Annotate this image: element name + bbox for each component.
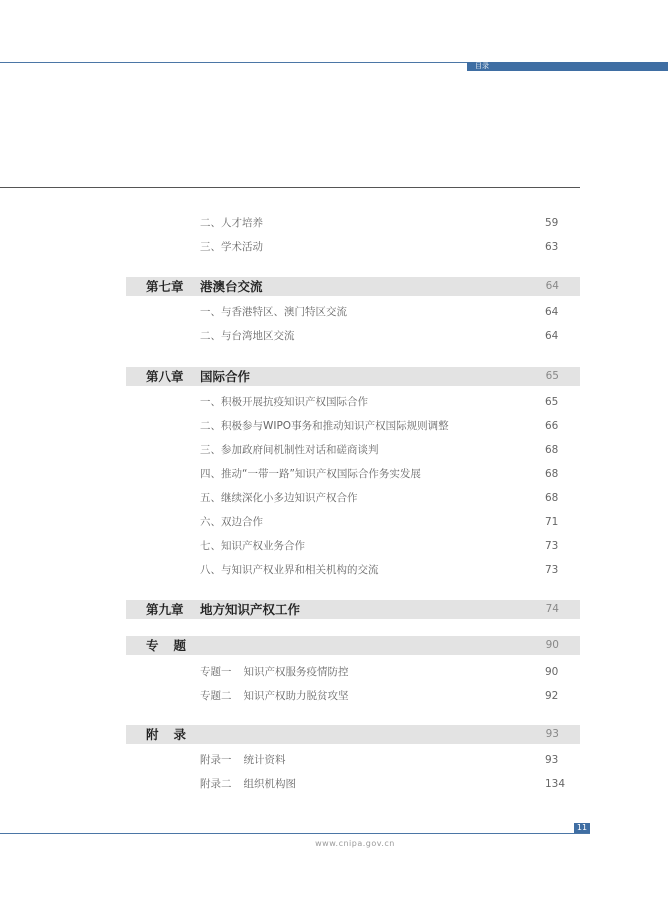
toc-entry-page: 134 (545, 778, 566, 790)
toc-entry-text: 四、推动“一带一路”知识产权国际合作务实发展 (200, 468, 421, 480)
chapter-page: 64 (545, 280, 559, 292)
chapter-page: 93 (545, 728, 559, 740)
toc-entry[interactable] (200, 514, 580, 530)
toc-entry[interactable] (200, 418, 580, 434)
chapter-label: 第七章 (146, 279, 184, 294)
toc-entry-title: 组织机构图 (243, 778, 296, 790)
toc-entry-text (200, 752, 286, 768)
chapter-label: 第九章 (146, 602, 184, 617)
toc-entry-prefix: 专题一 (200, 666, 232, 678)
toc-entry-page: 90 (545, 666, 559, 678)
toc-entry-page: 93 (545, 754, 559, 766)
toc-entry-page: 68 (545, 468, 559, 480)
chapter-page: 74 (545, 603, 559, 615)
toc-entry-page: 73 (545, 564, 559, 576)
chapter-title: 港澳台交流 (200, 279, 263, 294)
toc-entry-text: 一、与香港特区、澳门特区交流 (200, 306, 347, 318)
toc-entry[interactable] (200, 490, 580, 506)
toc-entry-text: 二、积极参与WIPO事务和推动知识产权国际规则调整 (200, 420, 449, 432)
toc-entry-prefix: 附录一 (200, 754, 232, 766)
footer-url: www.cnipa.gov.cn (315, 839, 395, 848)
toc-entry-text: 八、与知识产权业界和相关机构的交流 (200, 564, 379, 576)
toc-entry[interactable] (200, 688, 580, 704)
toc-entry-page: 64 (545, 330, 559, 342)
toc-entry-page: 73 (545, 540, 559, 552)
chapter-title: 地方知识产权工作 (200, 602, 301, 617)
toc-entry[interactable] (200, 215, 580, 231)
toc-entry-text: 七、知识产权业务合作 (200, 540, 305, 552)
top-divider (0, 187, 580, 188)
toc-entry-text: 五、继续深化小多边知识产权合作 (200, 492, 358, 504)
toc-entry-text: 三、学术活动 (200, 241, 263, 253)
toc-entry-page: 59 (545, 217, 559, 229)
toc-entry-text: 六、双边合作 (200, 516, 263, 528)
chapter-label: 附录 (146, 727, 202, 742)
chapter-heading-9[interactable] (126, 600, 580, 619)
toc-entry[interactable] (200, 328, 580, 344)
toc-entry[interactable] (200, 776, 580, 792)
page-number: 11 (574, 823, 590, 833)
toc-entry-page: 65 (545, 396, 559, 408)
toc-entry-page: 63 (545, 241, 559, 253)
toc-entry[interactable] (200, 239, 580, 255)
chapter-heading-8[interactable] (126, 367, 580, 386)
toc-entry-page: 71 (545, 516, 559, 528)
toc-entry[interactable] (200, 752, 580, 768)
toc-entry-page: 68 (545, 492, 559, 504)
appendix-heading[interactable] (126, 725, 580, 744)
toc-entry[interactable] (200, 538, 580, 554)
toc-entry[interactable] (200, 664, 580, 680)
toc-entry-page: 64 (545, 306, 559, 318)
toc-entry-text: 二、与台湾地区交流 (200, 330, 295, 342)
toc-entry-title: 知识产权助力脱贫攻坚 (243, 690, 349, 702)
toc-entry-title: 统计资料 (243, 754, 286, 766)
chapter-title: 国际合作 (200, 369, 251, 384)
toc-entry-text (200, 776, 296, 792)
chapter-page: 65 (545, 370, 559, 382)
toc-entry-text (200, 688, 349, 704)
header-tab-label: 目录 (467, 62, 668, 71)
toc-entry-text: 三、参加政府间机制性对话和磋商谈判 (200, 444, 379, 456)
toc-entry-page: 66 (545, 420, 559, 432)
toc-entry-text: 二、人才培养 (200, 217, 263, 229)
toc-entry-text: 一、积极开展抗疫知识产权国际合作 (200, 396, 368, 408)
toc-entry-page: 68 (545, 444, 559, 456)
chapter-page: 90 (545, 639, 559, 651)
chapter-label: 专题 (146, 638, 202, 653)
toc-entry[interactable] (200, 394, 580, 410)
footer-rule (0, 833, 590, 834)
toc-entry-prefix: 附录二 (200, 778, 232, 790)
toc-entry[interactable] (200, 442, 580, 458)
toc-entry-title: 知识产权服务疫情防控 (243, 666, 349, 678)
toc-entry[interactable] (200, 304, 580, 320)
toc-entry[interactable] (200, 466, 580, 482)
toc-entry-page: 92 (545, 690, 559, 702)
toc-entry-text (200, 664, 349, 680)
chapter-heading-7[interactable] (126, 277, 580, 296)
chapter-label: 第八章 (146, 369, 184, 384)
toc-entry-prefix: 专题二 (200, 690, 232, 702)
special-topics-heading[interactable] (126, 636, 580, 655)
toc-entry[interactable] (200, 562, 580, 578)
